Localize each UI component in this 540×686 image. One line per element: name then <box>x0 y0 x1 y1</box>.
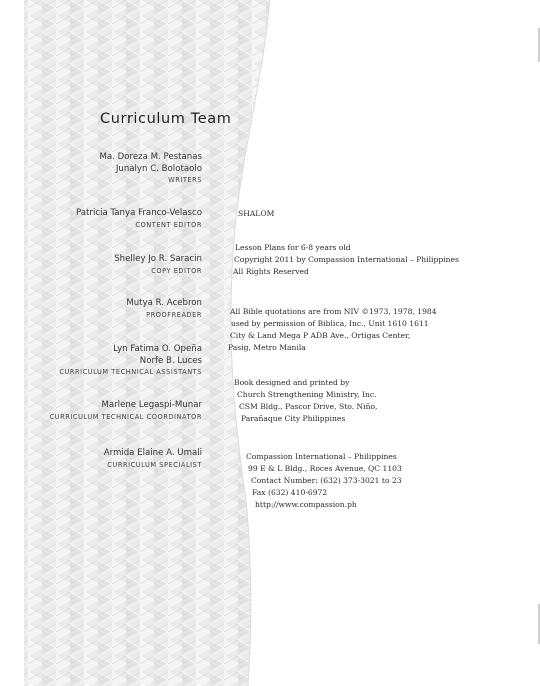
copyright-block <box>233 242 459 278</box>
credit-name: Patricia Tanya Franco-Velasco <box>76 208 202 218</box>
credit-proofreader <box>126 298 202 321</box>
website-link: http://www.compassion.ph <box>255 500 357 509</box>
credit-role: WRITERS <box>168 176 202 184</box>
credit-name: Marlene Legaspi-Munar <box>101 400 202 410</box>
credit-content-editor <box>76 208 202 231</box>
credit-technical-assistants <box>59 344 202 379</box>
credit-name: Lyn Fatima O. Opeña <box>113 344 202 354</box>
contact-line: Fax (632) 410-6972 <box>252 488 328 497</box>
credit-role: CURRICULUM TECHNICAL ASSISTANTS <box>59 368 202 376</box>
book-title: SHALOM <box>238 209 275 218</box>
printer-line: CSM Bldg., Pascor Drive, Sto. Niño, <box>239 402 378 411</box>
printer-block <box>234 377 377 425</box>
copyright-line: Copyright 2011 by Compassion International – Philippines <box>234 255 459 264</box>
credit-name: Shelley Jo R. Saracin <box>114 254 202 264</box>
notice-line: City & Land Mega P ADB Ave., Ortigas Center, <box>230 331 411 340</box>
copyright-line: Lesson Plans for 6-8 years old <box>235 243 351 252</box>
printer-line: Parañaque City Philippines <box>241 414 346 423</box>
printer-line: Church Strengthening Ministry, Inc. <box>237 390 377 399</box>
credit-name: Junalyn C. Bolotaolo <box>115 163 202 174</box>
credit-name: Ma. Doreza M. Pestanas <box>99 152 202 162</box>
credit-technical-coordinator <box>50 400 202 423</box>
credit-role: COPY EDITOR <box>151 266 202 275</box>
credit-role: CURRICULUM TECHNICAL COORDINATOR <box>49 412 202 421</box>
credit-writers <box>99 152 202 187</box>
credit-name: Mutya R. Acebron <box>126 298 202 308</box>
notice-line: Pasig, Metro Manila <box>228 343 306 352</box>
contact-line: 99 E & L Bldg., Roces Avenue, QC 1103 <box>248 464 402 473</box>
copyright-line: All Rights Reserved <box>233 267 309 276</box>
credit-name: Armida Elaine A. Umali <box>103 448 202 458</box>
credit-name: Norfe B. Luces <box>139 355 202 366</box>
credit-role: PROOFREADER <box>146 310 202 319</box>
credit-copy-editor <box>114 254 202 277</box>
contact-line: Compassion International – Philippines <box>246 452 397 461</box>
credit-role: CURRICULUM SPECIALIST <box>107 460 202 469</box>
contact-block <box>246 451 402 511</box>
curriculum-team-heading: Curriculum Team <box>100 111 232 127</box>
notice-line: All Bible quotations are from NIV ©1973, 1978, 1984 <box>230 307 437 316</box>
credit-role: CONTENT EDITOR <box>135 220 202 229</box>
bible-quotation-notice <box>230 306 437 354</box>
credit-curriculum-specialist <box>104 448 202 471</box>
notice-line: used by permission of Biblica, Inc., Unit 1610 1611 <box>231 319 429 328</box>
printer-line: Book designed and printed by <box>234 378 350 387</box>
contact-line: Contact Number: (632) 373-3021 to 23 <box>251 476 402 485</box>
